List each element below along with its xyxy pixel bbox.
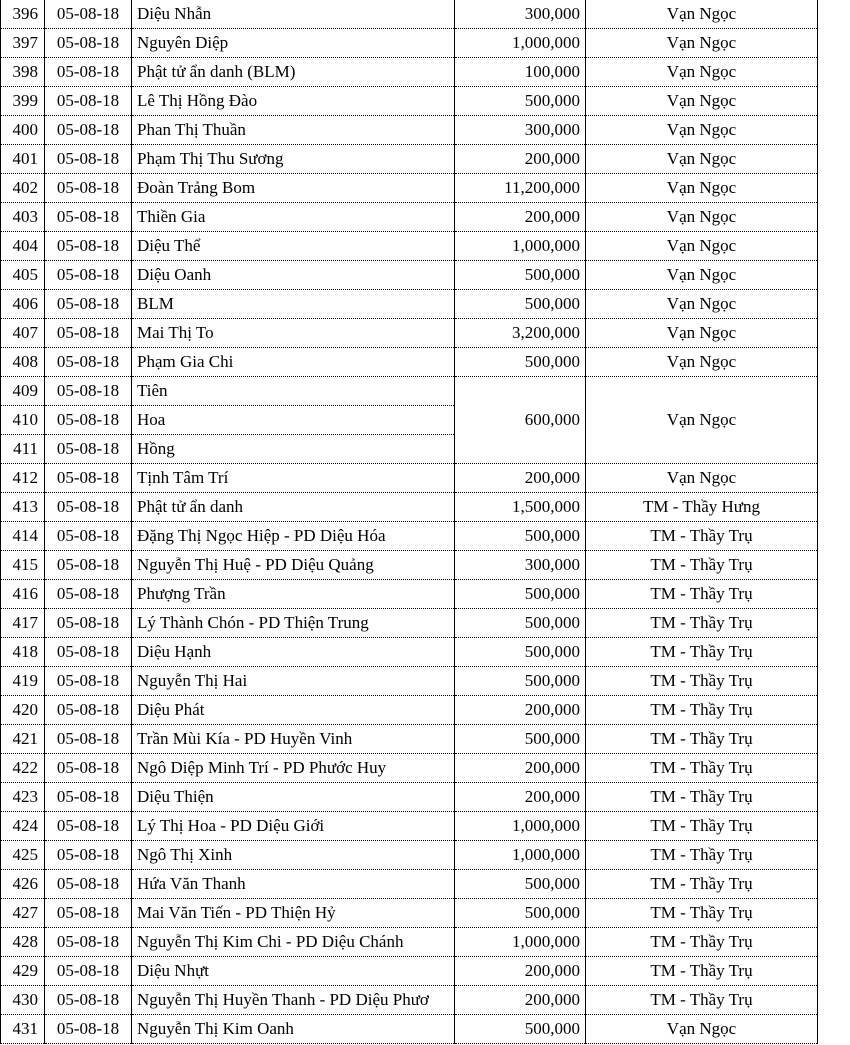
- date-cell: 05-08-18: [45, 464, 132, 493]
- date-cell: 05-08-18: [45, 174, 132, 203]
- table-row: [1, 696, 818, 725]
- donor-name-cell: Diệu Nhựt: [132, 957, 455, 986]
- date-cell: 05-08-18: [45, 58, 132, 87]
- location-cell: Vạn Ngọc: [586, 290, 818, 319]
- date-cell: 05-08-18: [45, 319, 132, 348]
- date-cell: 05-08-18: [45, 377, 132, 406]
- location-cell: TM - Thầy Trụ: [586, 522, 818, 551]
- amount-cell: 1,000,000: [455, 29, 586, 58]
- row-number-cell: 425: [1, 841, 45, 870]
- date-cell: 05-08-18: [45, 145, 132, 174]
- table-row: [1, 348, 818, 377]
- amount-cell: 100,000: [455, 58, 586, 87]
- donor-name-cell: Trần Mùi Kía - PD Huyền Vinh: [132, 725, 455, 754]
- date-cell: 05-08-18: [45, 725, 132, 754]
- row-number-cell: 428: [1, 928, 45, 957]
- location-cell: TM - Thầy Trụ: [586, 667, 818, 696]
- row-number-cell: 407: [1, 319, 45, 348]
- date-cell: 05-08-18: [45, 870, 132, 899]
- date-cell: 05-08-18: [45, 1015, 132, 1044]
- date-cell: 05-08-18: [45, 841, 132, 870]
- date-cell: 05-08-18: [45, 116, 132, 145]
- table-row: [1, 203, 818, 232]
- donor-name-cell: Thiền Gia: [132, 203, 455, 232]
- donor-name-cell: Hứa Văn Thanh: [132, 870, 455, 899]
- date-cell: 05-08-18: [45, 609, 132, 638]
- table-row: [1, 667, 818, 696]
- row-number-cell: 418: [1, 638, 45, 667]
- date-cell: 05-08-18: [45, 957, 132, 986]
- donor-name-cell: Mai Thị To: [132, 319, 455, 348]
- table-row: [1, 580, 818, 609]
- amount-cell: 1,000,000: [455, 812, 586, 841]
- location-cell: TM - Thầy Trụ: [586, 841, 818, 870]
- row-number-cell: 427: [1, 899, 45, 928]
- row-number-cell: 420: [1, 696, 45, 725]
- table-row: [1, 464, 818, 493]
- amount-cell: 1,000,000: [455, 841, 586, 870]
- row-number-cell: 414: [1, 522, 45, 551]
- donor-name-cell: Hồng: [132, 435, 455, 464]
- table-body: [1, 0, 818, 1044]
- amount-cell: 200,000: [455, 464, 586, 493]
- row-number-cell: 424: [1, 812, 45, 841]
- row-number-cell: 415: [1, 551, 45, 580]
- amount-cell: 11,200,000: [455, 174, 586, 203]
- row-number-cell: 409: [1, 377, 45, 406]
- amount-cell: 500,000: [455, 87, 586, 116]
- donor-name-cell: Nguyên Diệp: [132, 29, 455, 58]
- location-cell: Vạn Ngọc: [586, 232, 818, 261]
- row-number-cell: 402: [1, 174, 45, 203]
- row-number-cell: 423: [1, 783, 45, 812]
- amount-cell: 200,000: [455, 754, 586, 783]
- location-cell: Vạn Ngọc: [586, 58, 818, 87]
- table-row: [1, 609, 818, 638]
- location-cell: Vạn Ngọc: [586, 145, 818, 174]
- date-cell: 05-08-18: [45, 0, 132, 29]
- table-row: [1, 145, 818, 174]
- location-cell: TM - Thầy Trụ: [586, 928, 818, 957]
- row-number-cell: 421: [1, 725, 45, 754]
- table-row: [1, 87, 818, 116]
- table-row: [1, 725, 818, 754]
- location-cell: TM - Thầy Trụ: [586, 609, 818, 638]
- amount-cell: 300,000: [455, 0, 586, 29]
- donor-name-cell: Hoa: [132, 406, 455, 435]
- table-row: [1, 870, 818, 899]
- donor-name-cell: Lý Thành Chón - PD Thiện Trung: [132, 609, 455, 638]
- donor-name-cell: BLM: [132, 290, 455, 319]
- date-cell: 05-08-18: [45, 986, 132, 1015]
- date-cell: 05-08-18: [45, 899, 132, 928]
- location-cell: Vạn Ngọc: [586, 203, 818, 232]
- location-cell: TM - Thầy Trụ: [586, 725, 818, 754]
- row-number-cell: 413: [1, 493, 45, 522]
- date-cell: 05-08-18: [45, 203, 132, 232]
- row-number-cell: 422: [1, 754, 45, 783]
- amount-cell: 500,000: [455, 348, 586, 377]
- date-cell: 05-08-18: [45, 783, 132, 812]
- donor-name-cell: Nguyễn Thị Huyền Thanh - PD Diệu Phươ: [132, 986, 455, 1015]
- donor-name-cell: Tiên: [132, 377, 455, 406]
- row-number-cell: 408: [1, 348, 45, 377]
- donor-name-cell: Tịnh Tâm Trí: [132, 464, 455, 493]
- row-number-cell: 429: [1, 957, 45, 986]
- table-row: [1, 841, 818, 870]
- table-row: [1, 783, 818, 812]
- table-row: [1, 174, 818, 203]
- location-cell: Vạn Ngọc: [586, 261, 818, 290]
- date-cell: 05-08-18: [45, 261, 132, 290]
- date-cell: 05-08-18: [45, 667, 132, 696]
- table-row: [1, 29, 818, 58]
- row-number-cell: 410: [1, 406, 45, 435]
- amount-cell: 500,000: [455, 290, 586, 319]
- date-cell: 05-08-18: [45, 754, 132, 783]
- amount-cell: 1,000,000: [455, 232, 586, 261]
- date-cell: 05-08-18: [45, 580, 132, 609]
- table-row: [1, 754, 818, 783]
- location-cell: TM - Thầy Trụ: [586, 957, 818, 986]
- row-number-cell: 431: [1, 1015, 45, 1044]
- row-number-cell: 419: [1, 667, 45, 696]
- donor-name-cell: Diệu Thể: [132, 232, 455, 261]
- row-number-cell: 399: [1, 87, 45, 116]
- date-cell: 05-08-18: [45, 522, 132, 551]
- amount-cell: 500,000: [455, 580, 586, 609]
- amount-cell: 500,000: [455, 609, 586, 638]
- row-number-cell: 400: [1, 116, 45, 145]
- amount-cell: 500,000: [455, 725, 586, 754]
- amount-cell: 300,000: [455, 551, 586, 580]
- donor-name-cell: Diệu Nhẫn: [132, 0, 455, 29]
- location-cell: Vạn Ngọc: [586, 1015, 818, 1044]
- table-row: [1, 0, 818, 29]
- location-cell: Vạn Ngọc: [586, 116, 818, 145]
- location-cell: Vạn Ngọc: [586, 464, 818, 493]
- amount-cell: 200,000: [455, 696, 586, 725]
- amount-cell: 500,000: [455, 522, 586, 551]
- row-number-cell: 430: [1, 986, 45, 1015]
- amount-cell: 500,000: [455, 1015, 586, 1044]
- table-row: [1, 319, 818, 348]
- location-cell: Vạn Ngọc: [586, 0, 818, 29]
- amount-cell: 500,000: [455, 667, 586, 696]
- date-cell: 05-08-18: [45, 696, 132, 725]
- donor-name-cell: Phan Thị Thuần: [132, 116, 455, 145]
- row-number-cell: 401: [1, 145, 45, 174]
- donor-name-cell: Diệu Phát: [132, 696, 455, 725]
- donor-name-cell: Diệu Oanh: [132, 261, 455, 290]
- table-row: [1, 986, 818, 1015]
- row-number-cell: 398: [1, 58, 45, 87]
- amount-cell: 500,000: [455, 870, 586, 899]
- table-row: [1, 58, 818, 87]
- row-number-cell: 426: [1, 870, 45, 899]
- amount-cell: 500,000: [455, 899, 586, 928]
- date-cell: 05-08-18: [45, 406, 132, 435]
- table-row: [1, 261, 818, 290]
- row-number-cell: 417: [1, 609, 45, 638]
- date-cell: 05-08-18: [45, 812, 132, 841]
- location-cell: TM - Thầy Hưng: [586, 493, 818, 522]
- amount-cell: 1,500,000: [455, 493, 586, 522]
- donor-name-cell: Diệu Thiện: [132, 783, 455, 812]
- row-number-cell: 405: [1, 261, 45, 290]
- row-number-cell: 406: [1, 290, 45, 319]
- date-cell: 05-08-18: [45, 435, 132, 464]
- table-row: [1, 493, 818, 522]
- date-cell: 05-08-18: [45, 348, 132, 377]
- amount-cell: 200,000: [455, 957, 586, 986]
- amount-cell: 1,000,000: [455, 928, 586, 957]
- donor-name-cell: Đặng Thị Ngọc Hiệp - PD Diệu Hóa: [132, 522, 455, 551]
- amount-cell: 3,200,000: [455, 319, 586, 348]
- date-cell: 05-08-18: [45, 290, 132, 319]
- location-cell: TM - Thầy Trụ: [586, 986, 818, 1015]
- amount-cell: 200,000: [455, 203, 586, 232]
- table-row: [1, 812, 818, 841]
- row-number-cell: 404: [1, 232, 45, 261]
- location-cell: TM - Thầy Trụ: [586, 870, 818, 899]
- donor-name-cell: Lê Thị Hồng Đào: [132, 87, 455, 116]
- table-row: [1, 928, 818, 957]
- donor-name-cell: Nguyễn Thị Kim Oanh: [132, 1015, 455, 1044]
- location-cell: TM - Thầy Trụ: [586, 754, 818, 783]
- date-cell: 05-08-18: [45, 551, 132, 580]
- donor-name-cell: Phạm Gia Chi: [132, 348, 455, 377]
- location-cell: TM - Thầy Trụ: [586, 899, 818, 928]
- donor-name-cell: Diệu Hạnh: [132, 638, 455, 667]
- donor-name-cell: Lý Thị Hoa - PD Diệu Giới: [132, 812, 455, 841]
- location-cell: Vạn Ngọc: [586, 348, 818, 377]
- row-number-cell: 397: [1, 29, 45, 58]
- date-cell: 05-08-18: [45, 638, 132, 667]
- date-cell: 05-08-18: [45, 232, 132, 261]
- location-cell: Vạn Ngọc: [586, 174, 818, 203]
- table-row: [1, 290, 818, 319]
- table-row: [1, 638, 818, 667]
- amount-cell: 200,000: [455, 145, 586, 174]
- location-cell: TM - Thầy Trụ: [586, 638, 818, 667]
- location-cell: Vạn Ngọc: [586, 319, 818, 348]
- location-cell: TM - Thầy Trụ: [586, 783, 818, 812]
- location-cell: TM - Thầy Trụ: [586, 696, 818, 725]
- table-row: [1, 116, 818, 145]
- donor-name-cell: Nguyễn Thị Kim Chi - PD Diệu Chánh: [132, 928, 455, 957]
- donor-name-cell: Mai Văn Tiến - PD Thiện Hỷ: [132, 899, 455, 928]
- date-cell: 05-08-18: [45, 493, 132, 522]
- table-row: [1, 957, 818, 986]
- table-row: [1, 377, 818, 406]
- amount-cell: 300,000: [455, 116, 586, 145]
- date-cell: 05-08-18: [45, 29, 132, 58]
- amount-cell: 500,000: [455, 261, 586, 290]
- row-number-cell: 416: [1, 580, 45, 609]
- location-cell: TM - Thầy Trụ: [586, 812, 818, 841]
- amount-cell: 500,000: [455, 638, 586, 667]
- donor-name-cell: Đoàn Trảng Bom: [132, 174, 455, 203]
- donor-name-cell: Phạm Thị Thu Sương: [132, 145, 455, 174]
- date-cell: 05-08-18: [45, 928, 132, 957]
- amount-cell: 200,000: [455, 783, 586, 812]
- row-number-cell: 411: [1, 435, 45, 464]
- table-row: [1, 1015, 818, 1044]
- amount-cell: 600,000: [455, 377, 586, 464]
- table-row: [1, 551, 818, 580]
- location-cell: Vạn Ngọc: [586, 377, 818, 464]
- row-number-cell: 396: [1, 0, 45, 29]
- location-cell: TM - Thầy Trụ: [586, 580, 818, 609]
- table-row: [1, 522, 818, 551]
- donor-name-cell: Ngô Thị Xinh: [132, 841, 455, 870]
- date-cell: 05-08-18: [45, 87, 132, 116]
- donor-name-cell: Ngô Diệp Minh Trí - PD Phước Huy: [132, 754, 455, 783]
- amount-cell: 200,000: [455, 986, 586, 1015]
- table-row: [1, 899, 818, 928]
- location-cell: Vạn Ngọc: [586, 87, 818, 116]
- donor-name-cell: Phật tử ẩn danh: [132, 493, 455, 522]
- location-cell: TM - Thầy Trụ: [586, 551, 818, 580]
- row-number-cell: 412: [1, 464, 45, 493]
- donor-name-cell: Nguyễn Thị Hai: [132, 667, 455, 696]
- donor-name-cell: Nguyễn Thị Huệ - PD Diệu Quảng: [132, 551, 455, 580]
- donor-name-cell: Phượng Trần: [132, 580, 455, 609]
- donor-name-cell: Phật tử ẩn danh (BLM): [132, 58, 455, 87]
- location-cell: Vạn Ngọc: [586, 29, 818, 58]
- row-number-cell: 403: [1, 203, 45, 232]
- table-row: [1, 232, 818, 261]
